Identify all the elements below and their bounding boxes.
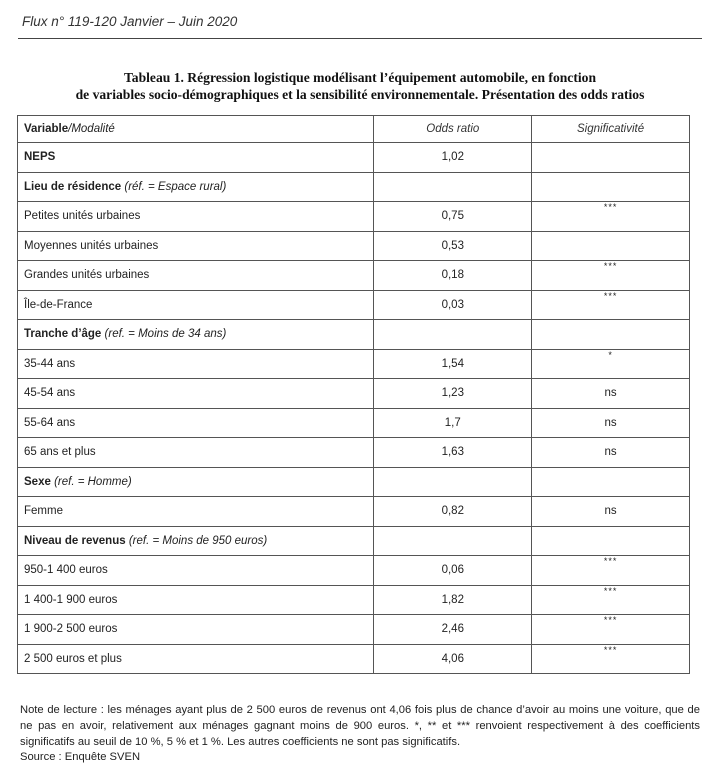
odds-ratio-cell [374,467,532,497]
group-reference: (ref. = Moins de 950 euros) [128,534,268,547]
header-variable [18,116,374,143]
odds-ratio-cell: 1,54 [374,349,532,379]
modality-label: 1 400-1 900 euros [18,585,374,615]
odds-ratio-cell: 1,82 [374,585,532,615]
significance-cell [532,172,690,202]
table-row [18,556,690,586]
table-header-row [18,116,690,143]
source-line: Source : Enquête SVEN [20,751,141,763]
significance-cell: ns [532,379,690,409]
table-row [18,644,690,674]
significance-cell: * [532,349,690,379]
modality-label: 35-44 ans [18,349,374,379]
group-reference: (ref. = Moins de 34 ans) [104,328,227,341]
table-row [18,143,690,173]
modality-label: 45-54 ans [18,379,374,409]
caption-line-1: Tableau 1. Régression logistique modélisant l’équipement automobile, en fonction [123,70,597,85]
odds-ratio-cell: 1,63 [374,438,532,468]
significance-cell: *** [532,202,690,232]
significance-cell: *** [532,556,690,586]
odds-ratio-cell: 1,23 [374,379,532,409]
group-label-cell [18,526,374,556]
modality-label: 950-1 400 euros [18,556,374,586]
modality-label: 55-64 ans [18,408,374,438]
significance-cell [532,143,690,173]
results-table [17,115,690,674]
group-title: Tranche d’âge [24,328,102,341]
header-variable-modality: /Modalité [68,123,115,135]
significance-cell: ns [532,438,690,468]
odds-ratio-cell: 4,06 [374,644,532,674]
table-row [18,615,690,645]
group-label-cell [18,172,374,202]
table-row [18,408,690,438]
table-row [18,202,690,232]
odds-ratio-cell: 1,7 [374,408,532,438]
table-group-row [18,467,690,497]
table-caption [22,69,698,103]
group-title: Sexe [24,475,51,488]
significance-cell: *** [532,644,690,674]
table-group-row [18,172,690,202]
odds-ratio-cell [374,172,532,202]
odds-ratio-cell: 2,46 [374,615,532,645]
modality-label: Grandes unités urbaines [18,261,374,291]
significance-cell: *** [532,615,690,645]
significance-cell: ns [532,497,690,527]
table-row [18,231,690,261]
odds-ratio-cell: 0,18 [374,261,532,291]
significance-cell: ns [532,408,690,438]
table-row [18,349,690,379]
table-row [18,438,690,468]
reading-note: Note de lecture : les ménages ayant plus de 2 500 euros de revenus ont 4,06 fois plus de chance d’avoir au moins une voiture, que de ne pas en avoir, relativement aux ménages gagnant moins de 900 euros. *, ** et *** renvoient respectivement à des coefficients significatifs au seuil de 10 %, 5 % et 1 %. Les autres coefficients ne sont pas significatifs. [20,704,700,748]
significance-cell: *** [532,261,690,291]
odds-ratio-cell: 0,06 [374,556,532,586]
group-title: Lieu de résidence [24,180,122,193]
significance-cell [532,231,690,261]
significance-cell: *** [532,585,690,615]
running-head: Flux n° 119-120 Janvier – Juin 2020 [22,14,238,29]
header-odds-ratio: Odds ratio [374,116,532,143]
odds-ratio-cell [374,526,532,556]
modality-label: Île-de-France [18,290,374,320]
caption-line-2: de variables socio-démographiques et la sensibilité environnementale. Présentation des odds ratios [75,87,645,102]
odds-ratio-cell: 0,75 [374,202,532,232]
table-body [18,143,690,674]
significance-cell [532,320,690,350]
group-label-cell [18,320,374,350]
table-row [18,261,690,291]
modality-label: 65 ans et plus [18,438,374,468]
table-row [18,379,690,409]
modality-label: Petites unités urbaines [18,202,374,232]
modality-label: Femme [18,497,374,527]
significance-cell: *** [532,290,690,320]
odds-ratio-cell: 1,02 [374,143,532,173]
odds-ratio-cell [374,320,532,350]
group-reference: (ref. = Homme) [54,475,132,488]
modality-label: 1 900-2 500 euros [18,615,374,645]
table-group-row [18,320,690,350]
group-title: Niveau de revenus [24,534,126,547]
header-rule [18,38,702,39]
table-row [18,497,690,527]
table-row [18,585,690,615]
modality-label: NEPS [18,143,374,173]
header-significance: Significativité [532,116,690,143]
table-row [18,290,690,320]
group-label-cell [18,467,374,497]
odds-ratio-cell: 0,03 [374,290,532,320]
significance-cell [532,467,690,497]
odds-ratio-cell: 0,53 [374,231,532,261]
group-reference: (réf. = Espace rural) [124,180,227,193]
modality-label: 2 500 euros et plus [18,644,374,674]
significance-cell [532,526,690,556]
table-group-row [18,526,690,556]
modality-label: Moyennes unités urbaines [18,231,374,261]
header-variable-bold: Variable [24,123,69,135]
odds-ratio-cell: 0,82 [374,497,532,527]
